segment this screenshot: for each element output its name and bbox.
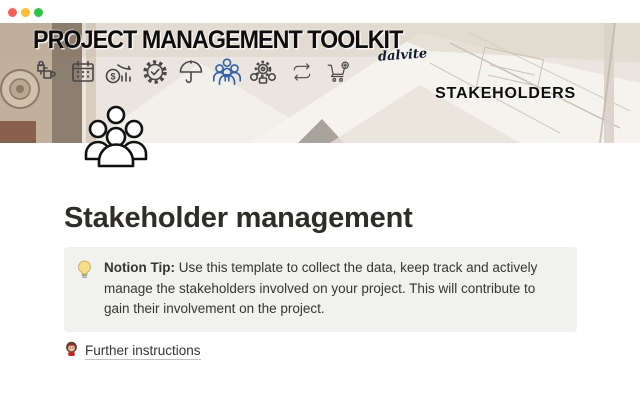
- sync-arrows-icon: [284, 55, 314, 89]
- callout-body: Use this template to collect the data, keep track and actively manage the stakeholders involved on your project. This will contribute to gain their involvement on the project.: [104, 260, 538, 316]
- cover-title: PROJECT MANAGEMENT TOOLKIT: [33, 26, 403, 54]
- finance-chart-icon: [104, 55, 134, 89]
- page-icon-people-group[interactable]: [84, 104, 148, 168]
- cover-signature: dalvite: [377, 46, 428, 65]
- notion-tip-callout: [64, 247, 577, 332]
- callout-bold: Notion Tip:: [104, 260, 175, 275]
- window-zoom-button[interactable]: [34, 8, 43, 17]
- further-instructions-label: Further instructions: [85, 342, 201, 358]
- svg-text:$: $: [110, 71, 116, 82]
- page-title: Stakeholder management: [64, 202, 413, 234]
- cart-plus-icon: [320, 55, 350, 89]
- cover-icon-row: [32, 55, 350, 89]
- light-bulb-icon: [76, 258, 93, 320]
- further-instructions-link[interactable]: [64, 341, 201, 361]
- stakeholders-people-icon: [212, 55, 242, 89]
- puzzle-icon: [32, 55, 62, 89]
- umbrella-icon: [176, 55, 206, 89]
- process-gears-icon: [248, 55, 278, 89]
- window-minimize-button[interactable]: [21, 8, 30, 17]
- cover-section-label: STAKEHOLDERS: [435, 85, 576, 102]
- window-close-button[interactable]: [8, 8, 17, 17]
- window-titlebar: [0, 0, 640, 23]
- callout-text: [104, 258, 553, 320]
- gear-check-icon: [140, 55, 170, 89]
- calendar-icon: [68, 55, 98, 89]
- teacher-emoji-icon: [64, 341, 79, 361]
